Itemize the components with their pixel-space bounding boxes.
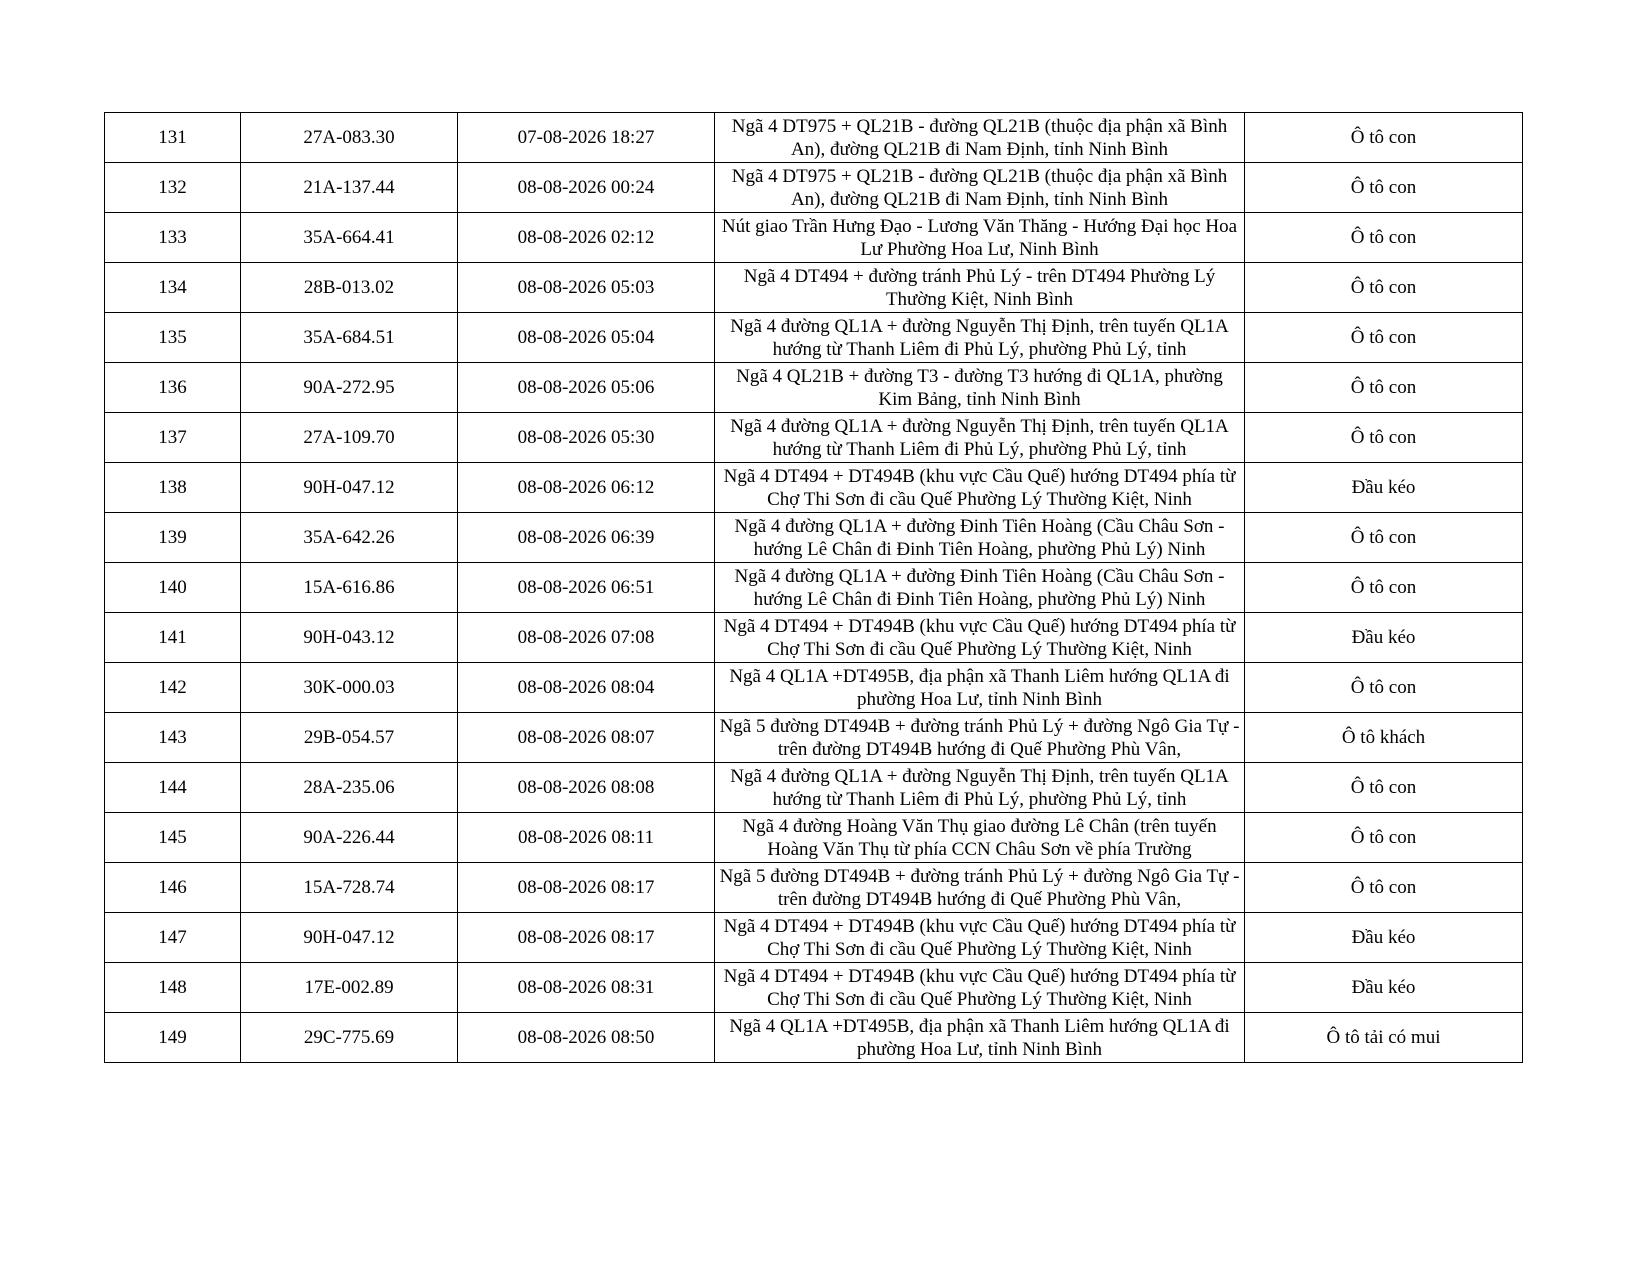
- location-cell: [715, 363, 1245, 413]
- vehicle-type-cell: Ô tô con: [1245, 513, 1523, 563]
- license-plate-cell: 21A-137.44: [241, 163, 458, 213]
- license-plate-cell: 90H-047.12: [241, 913, 458, 963]
- row-number-cell: 135: [105, 313, 241, 363]
- violation-time-cell: 08-08-2026 08:07: [458, 713, 715, 763]
- table-row: [105, 913, 1523, 963]
- location-cell: [715, 563, 1245, 613]
- vehicle-type-cell: Ô tô con: [1245, 213, 1523, 263]
- table-row: [105, 313, 1523, 363]
- table-row: [105, 763, 1523, 813]
- location-text: Nút giao Trần Hưng Đạo - Lương Văn Thăng - Hướng Đại học Hoa Lư Phường Hoa Lư, Ninh Bình: [721, 216, 1238, 260]
- location-text: Ngã 4 đường Hoàng Văn Thụ giao đường Lê Chân (trên tuyến Hoàng Văn Thụ từ phía CCN Châu Sơn về phía Trường: [742, 816, 1217, 860]
- violation-time-cell: 08-08-2026 08:17: [458, 863, 715, 913]
- table-row: [105, 513, 1523, 563]
- license-plate-cell: 35A-684.51: [241, 313, 458, 363]
- license-plate-cell: 90H-047.12: [241, 463, 458, 513]
- row-number-cell: 138: [105, 463, 241, 513]
- location-text: Ngã 4 DT494 + DT494B (khu vực Cầu Quế) hướng DT494 phía từ Chợ Thi Sơn đi cầu Quế Phường Lý Thường Kiệt, Ninh: [723, 916, 1236, 960]
- row-number-cell: 132: [105, 163, 241, 213]
- location-cell: [715, 313, 1245, 363]
- row-number-cell: 140: [105, 563, 241, 613]
- violation-time-cell: 08-08-2026 05:06: [458, 363, 715, 413]
- location-text: Ngã 5 đường DT494B + đường tránh Phủ Lý + đường Ngô Gia Tự - trên đường DT494B hướng đi Quế Phường Phù Vân,: [719, 716, 1240, 760]
- table-row: [105, 713, 1523, 763]
- location-cell: [715, 613, 1245, 663]
- license-plate-cell: 15A-616.86: [241, 563, 458, 613]
- violation-time-cell: 08-08-2026 07:08: [458, 613, 715, 663]
- vehicle-type-cell: Ô tô con: [1245, 813, 1523, 863]
- row-number-cell: 144: [105, 763, 241, 813]
- license-plate-cell: 27A-083.30: [241, 113, 458, 163]
- table-row: [105, 113, 1523, 163]
- license-plate-cell: 35A-664.41: [241, 213, 458, 263]
- row-number-cell: 149: [105, 1013, 241, 1063]
- license-plate-cell: 29B-054.57: [241, 713, 458, 763]
- location-cell: [715, 663, 1245, 713]
- location-text: Ngã 4 đường QL1A + đường Đinh Tiên Hoàng (Cầu Châu Sơn - hướng Lê Chân đi Đinh Tiên Hoàng, phường Phủ Lý) Ninh: [734, 566, 1225, 610]
- table-row: [105, 963, 1523, 1013]
- location-text: Ngã 4 đường QL1A + đường Nguyễn Thị Định, trên tuyến QL1A hướng từ Thanh Liêm đi Phủ Lý, phường Phủ Lý, tỉnh: [730, 416, 1229, 460]
- violation-time-cell: 08-08-2026 06:12: [458, 463, 715, 513]
- location-cell: [715, 413, 1245, 463]
- location-cell: [715, 463, 1245, 513]
- table-row: [105, 363, 1523, 413]
- location-text: Ngã 4 đường QL1A + đường Nguyễn Thị Định, trên tuyến QL1A hướng từ Thanh Liêm đi Phủ Lý, phường Phủ Lý, tỉnh: [730, 766, 1229, 810]
- table-row: [105, 663, 1523, 713]
- location-cell: [715, 1013, 1245, 1063]
- violation-time-cell: 08-08-2026 05:04: [458, 313, 715, 363]
- table-row: [105, 563, 1523, 613]
- violation-time-cell: 08-08-2026 08:11: [458, 813, 715, 863]
- vehicle-type-cell: Ô tô tải có mui: [1245, 1013, 1523, 1063]
- location-text: Ngã 4 QL21B + đường T3 - đường T3 hướng đi QL1A, phường Kim Bảng, tỉnh Ninh Bình: [736, 366, 1223, 410]
- license-plate-cell: 35A-642.26: [241, 513, 458, 563]
- row-number-cell: 148: [105, 963, 241, 1013]
- license-plate-cell: 28B-013.02: [241, 263, 458, 313]
- vehicle-type-cell: Ô tô con: [1245, 113, 1523, 163]
- location-cell: [715, 763, 1245, 813]
- location-text: Ngã 4 DT494 + đường tránh Phủ Lý - trên DT494 Phường Lý Thường Kiệt, Ninh Bình: [743, 266, 1216, 310]
- table-row: [105, 213, 1523, 263]
- vehicle-type-cell: Ô tô con: [1245, 363, 1523, 413]
- table-row: [105, 863, 1523, 913]
- location-text: Ngã 4 DT494 + DT494B (khu vực Cầu Quế) hướng DT494 phía từ Chợ Thi Sơn đi cầu Quế Phường Lý Thường Kiệt, Ninh: [723, 466, 1236, 510]
- row-number-cell: 147: [105, 913, 241, 963]
- violation-time-cell: 08-08-2026 08:04: [458, 663, 715, 713]
- table-row: [105, 813, 1523, 863]
- row-number-cell: 131: [105, 113, 241, 163]
- row-number-cell: 139: [105, 513, 241, 563]
- row-number-cell: 133: [105, 213, 241, 263]
- location-cell: [715, 813, 1245, 863]
- vehicle-type-cell: Ô tô con: [1245, 263, 1523, 313]
- row-number-cell: 141: [105, 613, 241, 663]
- vehicle-type-cell: Đầu kéo: [1245, 463, 1523, 513]
- license-plate-cell: 90A-272.95: [241, 363, 458, 413]
- location-cell: [715, 513, 1245, 563]
- vehicle-type-cell: Ô tô con: [1245, 413, 1523, 463]
- violation-time-cell: 08-08-2026 08:31: [458, 963, 715, 1013]
- location-text: Ngã 4 đường QL1A + đường Nguyễn Thị Định, trên tuyến QL1A hướng từ Thanh Liêm đi Phủ Lý, phường Phủ Lý, tỉnh: [730, 316, 1229, 360]
- location-cell: [715, 213, 1245, 263]
- violation-time-cell: 08-08-2026 06:51: [458, 563, 715, 613]
- license-plate-cell: 30K-000.03: [241, 663, 458, 713]
- table-row: [105, 413, 1523, 463]
- row-number-cell: 146: [105, 863, 241, 913]
- location-cell: [715, 713, 1245, 763]
- row-number-cell: 134: [105, 263, 241, 313]
- license-plate-cell: 90A-226.44: [241, 813, 458, 863]
- row-number-cell: 142: [105, 663, 241, 713]
- table-row: [105, 263, 1523, 313]
- vehicle-type-cell: Ô tô con: [1245, 563, 1523, 613]
- table-row: [105, 1013, 1523, 1063]
- table-body: [105, 113, 1523, 1063]
- row-number-cell: 143: [105, 713, 241, 763]
- row-number-cell: 145: [105, 813, 241, 863]
- vehicle-type-cell: Đầu kéo: [1245, 913, 1523, 963]
- location-text: Ngã 4 DT494 + DT494B (khu vực Cầu Quế) hướng DT494 phía từ Chợ Thi Sơn đi cầu Quế Phường Lý Thường Kiệt, Ninh: [723, 616, 1236, 660]
- location-text: Ngã 4 DT494 + DT494B (khu vực Cầu Quế) hướng DT494 phía từ Chợ Thi Sơn đi cầu Quế Phường Lý Thường Kiệt, Ninh: [723, 966, 1236, 1010]
- license-plate-cell: 17E-002.89: [241, 963, 458, 1013]
- table-row: [105, 163, 1523, 213]
- violation-time-cell: 08-08-2026 06:39: [458, 513, 715, 563]
- vehicle-type-cell: Ô tô khách: [1245, 713, 1523, 763]
- license-plate-cell: 28A-235.06: [241, 763, 458, 813]
- location-cell: [715, 163, 1245, 213]
- location-cell: [715, 263, 1245, 313]
- location-text: Ngã 4 DT975 + QL21B - đường QL21B (thuộc địa phận xã Bình An), đường QL21B đi Nam Định, tỉnh Ninh Bình: [731, 166, 1228, 210]
- row-number-cell: 137: [105, 413, 241, 463]
- vehicle-type-cell: Ô tô con: [1245, 313, 1523, 363]
- violation-time-cell: 07-08-2026 18:27: [458, 113, 715, 163]
- row-number-cell: 136: [105, 363, 241, 413]
- license-plate-cell: 29C-775.69: [241, 1013, 458, 1063]
- vehicle-type-cell: Ô tô con: [1245, 763, 1523, 813]
- vehicle-type-cell: Ô tô con: [1245, 863, 1523, 913]
- license-plate-cell: 27A-109.70: [241, 413, 458, 463]
- location-text: Ngã 4 QL1A +DT495B, địa phận xã Thanh Liêm hướng QL1A đi phường Hoa Lư, tỉnh Ninh Bình: [729, 666, 1230, 710]
- violation-time-cell: 08-08-2026 05:03: [458, 263, 715, 313]
- vehicle-type-cell: Đầu kéo: [1245, 963, 1523, 1013]
- location-text: Ngã 4 đường QL1A + đường Đinh Tiên Hoàng (Cầu Châu Sơn - hướng Lê Chân đi Đinh Tiên Hoàng, phường Phủ Lý) Ninh: [734, 516, 1225, 560]
- vehicle-type-cell: Ô tô con: [1245, 163, 1523, 213]
- location-cell: [715, 863, 1245, 913]
- violation-time-cell: 08-08-2026 00:24: [458, 163, 715, 213]
- violation-time-cell: 08-08-2026 08:50: [458, 1013, 715, 1063]
- location-cell: [715, 113, 1245, 163]
- location-text: Ngã 4 QL1A +DT495B, địa phận xã Thanh Liêm hướng QL1A đi phường Hoa Lư, tỉnh Ninh Bình: [729, 1016, 1230, 1060]
- violation-time-cell: 08-08-2026 08:08: [458, 763, 715, 813]
- table-row: [105, 463, 1523, 513]
- violation-time-cell: 08-08-2026 02:12: [458, 213, 715, 263]
- location-cell: [715, 963, 1245, 1013]
- vehicle-type-cell: Đầu kéo: [1245, 613, 1523, 663]
- license-plate-cell: 90H-043.12: [241, 613, 458, 663]
- violation-time-cell: 08-08-2026 08:17: [458, 913, 715, 963]
- violations-table: [104, 112, 1523, 1063]
- violation-time-cell: 08-08-2026 05:30: [458, 413, 715, 463]
- vehicle-type-cell: Ô tô con: [1245, 663, 1523, 713]
- license-plate-cell: 15A-728.74: [241, 863, 458, 913]
- location-text: Ngã 5 đường DT494B + đường tránh Phủ Lý + đường Ngô Gia Tự - trên đường DT494B hướng đi Quế Phường Phù Vân,: [719, 866, 1240, 910]
- location-text: Ngã 4 DT975 + QL21B - đường QL21B (thuộc địa phận xã Bình An), đường QL21B đi Nam Định, tỉnh Ninh Bình: [731, 116, 1228, 160]
- table-row: [105, 613, 1523, 663]
- location-cell: [715, 913, 1245, 963]
